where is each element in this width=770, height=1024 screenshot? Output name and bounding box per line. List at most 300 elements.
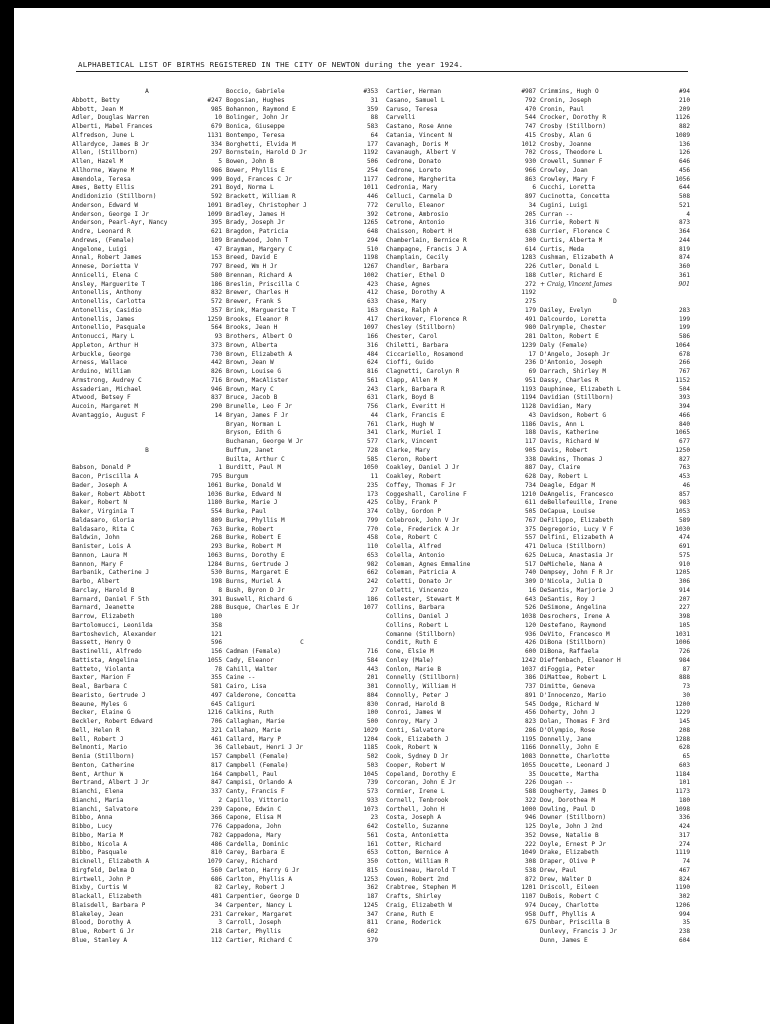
birth-entry xyxy=(540,631,690,640)
entry-name: Cronin, Joseph xyxy=(540,96,592,104)
entry-number: 14 xyxy=(214,411,222,419)
entry-number: 767 xyxy=(678,368,690,375)
birth-entry xyxy=(72,149,222,158)
birth-entry xyxy=(540,779,690,788)
entry-number: 227 xyxy=(678,604,690,612)
entry-name: Bryan, Norman L xyxy=(226,420,282,428)
birth-entry xyxy=(226,272,378,281)
birth-entry xyxy=(540,858,690,867)
birth-entry xyxy=(386,622,536,631)
birth-entry xyxy=(226,841,378,850)
birth-entry xyxy=(386,246,536,255)
entry-number: 604 xyxy=(678,936,690,944)
birth-entry xyxy=(386,158,536,167)
entry-name: Avantaggio, August F xyxy=(72,411,146,419)
entry-name: Abbott, Betty xyxy=(72,96,120,104)
entry-name: Currier, Florence C xyxy=(540,228,610,235)
entry-name: Coletti, Donato Jr xyxy=(386,578,453,585)
entry-number: 936 xyxy=(524,630,536,638)
entry-number: 236 xyxy=(524,359,536,367)
entry-number: 1177 xyxy=(363,175,378,183)
entry-name: Cole, Frederick A Jr xyxy=(386,525,460,533)
birth-entry xyxy=(540,613,690,622)
entry-number: 5 xyxy=(218,158,222,165)
birth-entry xyxy=(72,368,222,377)
birth-entry xyxy=(226,526,378,535)
entry-number: 456 xyxy=(678,166,690,174)
entry-number: 321 xyxy=(210,726,222,734)
birth-entry xyxy=(226,797,378,806)
entry-number: 1083 xyxy=(521,753,536,760)
entry-name: Champlain, Cecily xyxy=(386,254,449,262)
entry-number: 966 xyxy=(524,166,536,174)
entry-name: Cetrone, Antonio xyxy=(386,219,445,227)
entry-number: 763 xyxy=(210,525,222,533)
column-d xyxy=(540,88,690,946)
entry-name: Curran -- xyxy=(540,210,574,218)
entry-name: Darrach, Shirley M xyxy=(540,368,607,375)
birth-entry xyxy=(226,202,378,211)
entry-name: Blakeley, Jean xyxy=(72,910,124,918)
entry-number: 6 xyxy=(532,184,536,192)
birth-entry xyxy=(72,176,222,185)
entry-name: Baker, Robert N xyxy=(72,499,128,507)
entry-number: 857 xyxy=(678,490,690,498)
entry-number: 288 xyxy=(210,604,222,612)
birth-entry xyxy=(226,316,378,325)
entry-number: 226 xyxy=(524,263,536,270)
birth-entry xyxy=(540,639,690,648)
entry-number: 830 xyxy=(366,700,378,708)
entry-name: Amendola, Teresa xyxy=(72,175,131,183)
section-letter-heading: A xyxy=(145,88,149,95)
entry-name: Donnelly, John E xyxy=(540,744,599,752)
entry-name: Banister, Lois A xyxy=(72,543,131,550)
birth-entry xyxy=(386,779,536,788)
birth-entry xyxy=(226,176,378,185)
birth-entry xyxy=(386,841,536,850)
entry-name: Coleman, Agnes Emmaline xyxy=(386,560,471,568)
entry-name: Cedrone, Margherita xyxy=(386,175,456,183)
entry-name: Bohannon, Raymond E xyxy=(226,105,296,113)
entry-number: 1000 xyxy=(521,805,536,813)
entry-name: Ducey, Charlotte xyxy=(540,901,599,909)
birth-entry xyxy=(226,377,378,386)
entry-number: 34 xyxy=(214,901,222,909)
entry-name: Dougherty, James D xyxy=(540,788,607,795)
birth-entry xyxy=(386,141,536,150)
birth-entry xyxy=(540,307,690,316)
entry-number: 506 xyxy=(366,158,378,165)
birth-entry xyxy=(386,281,536,290)
entry-name: Dieffenbach, Eleanor H xyxy=(540,656,621,664)
birth-entry xyxy=(386,272,536,281)
entry-name: Cook, Sydney D Jr xyxy=(386,753,449,760)
entry-name: Arbuckle, George xyxy=(72,350,131,358)
birth-entry xyxy=(540,823,690,832)
entry-number: 373 xyxy=(210,341,222,349)
entry-name: Crosby (Stillborn) xyxy=(540,123,607,130)
birth-entry xyxy=(226,421,378,430)
birth-entry xyxy=(540,718,690,727)
entry-name: Dowling, Paul D xyxy=(540,805,596,813)
entry-name: DuBois, Robert C xyxy=(540,893,599,900)
entry-number: 417 xyxy=(366,315,378,323)
entry-number: 585 xyxy=(366,455,378,463)
entry-name: Campisi, Orlando A xyxy=(226,779,293,787)
birth-entry xyxy=(540,386,690,395)
entry-name: Atwood, Betsey F xyxy=(72,394,131,402)
entry-number: 93 xyxy=(214,333,222,340)
entry-name: Deagle, Edgar M xyxy=(540,481,596,489)
birth-entry xyxy=(226,447,378,456)
birth-entry xyxy=(386,184,536,193)
entry-name: Ciccariello, Rosamond xyxy=(386,350,464,358)
entry-number: 352 xyxy=(524,831,536,839)
entry-number: 888 xyxy=(678,674,690,682)
entry-name: Antonellio, Pasquale xyxy=(72,324,146,332)
entry-name: Cherikover, Florence R xyxy=(386,315,467,323)
birth-entry xyxy=(386,858,536,867)
entry-name: Daly (Female) xyxy=(540,341,588,349)
birth-entry xyxy=(72,578,222,587)
birth-entry xyxy=(226,359,378,368)
birth-entry xyxy=(540,736,690,745)
entry-name: Bartoshevich, Alexander xyxy=(72,630,157,638)
entry-name: Deluca (Stillborn) xyxy=(540,543,607,550)
entry-name: Clark, Boyd B xyxy=(386,394,434,402)
entry-number: 1011 xyxy=(363,184,378,192)
entry-number: 847 xyxy=(210,779,222,787)
entry-name: Blue, Robert G Jr xyxy=(72,928,135,935)
entry-name: Downer (Stillborn) xyxy=(540,814,607,822)
birth-entry xyxy=(72,307,222,316)
entry-number: 337 xyxy=(210,788,222,795)
birth-entry xyxy=(226,666,378,675)
entry-name: DeCapua, Louise xyxy=(540,508,596,515)
birth-entry xyxy=(540,552,690,561)
entry-name: Cucinotta, Concetta xyxy=(540,193,610,200)
blank-line xyxy=(72,421,222,430)
birth-entry xyxy=(386,718,536,727)
entry-name: Baker, Robert Abbott xyxy=(72,490,146,498)
entry-name: Bell, Helen R xyxy=(72,726,120,734)
entry-number: 638 xyxy=(524,228,536,235)
birth-entry xyxy=(386,403,536,412)
birth-entry xyxy=(72,692,222,701)
entry-name: Crane, Ruth E xyxy=(386,910,434,918)
entry-name: Babson, Donald P xyxy=(72,464,131,472)
entry-name: Bell, Robert J xyxy=(72,735,124,743)
entry-number: 628 xyxy=(524,473,536,480)
entry-name: Conroi, James W xyxy=(386,709,442,717)
entry-number: 309 xyxy=(524,578,536,585)
entry-number: 1 xyxy=(218,464,222,472)
entry-name: Chiletti, Barbara xyxy=(386,341,449,349)
entry-number: 338 xyxy=(524,455,536,463)
entry-name: Bornstein, Harold D Jr xyxy=(226,149,307,157)
birth-entry xyxy=(540,919,690,928)
entry-number: 675 xyxy=(524,919,536,927)
birth-entry xyxy=(540,412,690,421)
entry-number: 1065 xyxy=(675,429,690,437)
entry-name: Carroll, Joseph xyxy=(226,919,282,927)
birth-entry xyxy=(226,263,378,272)
entry-number: 797 xyxy=(210,263,222,270)
entry-name: Connelly (Stillborn) xyxy=(386,674,460,682)
entry-name: Alberti, Mabel Frances xyxy=(72,123,153,130)
entry-number: 1186 xyxy=(521,420,536,428)
entry-number: 770 xyxy=(366,525,378,533)
entry-name: Champagne, Francis J A xyxy=(386,245,467,253)
entry-number: 30 xyxy=(682,691,690,699)
entry-number: 1195 xyxy=(521,735,536,743)
entry-name: Barrow, Elizabeth xyxy=(72,613,135,620)
entry-name: Boccio, Gabriele xyxy=(226,88,285,95)
entry-name: Anderson, George I Jr xyxy=(72,210,150,218)
birth-entry xyxy=(386,692,536,701)
entry-number: 933 xyxy=(366,796,378,804)
birth-entry xyxy=(72,683,222,692)
entry-name: Blue, Stanley A xyxy=(72,936,128,944)
entry-number: 1250 xyxy=(675,446,690,454)
entry-number: 827 xyxy=(678,455,690,463)
birth-entry xyxy=(72,272,222,281)
birth-entry xyxy=(226,412,378,421)
entry-number: 1253 xyxy=(363,875,378,883)
birth-entry xyxy=(540,674,690,683)
entry-name: Coakley, Daniel J Jr xyxy=(386,464,460,472)
birth-entry xyxy=(226,333,378,342)
entry-name: deBellefeuille, Irene xyxy=(540,499,618,507)
entry-name: Appleton, Arthur H xyxy=(72,341,139,349)
entry-name: Costello, Suzanne xyxy=(386,823,449,830)
birth-entry xyxy=(226,123,378,132)
birth-entry xyxy=(226,814,378,823)
entry-name: Cetrone, Ambrosio xyxy=(386,210,449,218)
birth-entry xyxy=(540,902,690,911)
birth-entry xyxy=(386,132,536,141)
birth-entry xyxy=(386,902,536,911)
entry-name: Colella, Alfred xyxy=(386,543,442,550)
birth-entry xyxy=(386,114,536,123)
entry-number: 1045 xyxy=(363,770,378,778)
entry-number: 716 xyxy=(210,376,222,384)
birth-entry xyxy=(386,211,536,220)
entry-name: Drew, Walter D xyxy=(540,875,592,883)
birth-entry xyxy=(386,867,536,876)
birth-entry xyxy=(72,351,222,360)
birth-entry xyxy=(540,219,690,228)
birth-entry xyxy=(540,281,690,290)
birth-entry xyxy=(540,429,690,438)
column-c xyxy=(386,88,536,928)
entry-name: Andidonizio (Stillborn) xyxy=(72,193,157,200)
entry-number: 584 xyxy=(366,656,378,664)
entry-name: Crane, Roderick xyxy=(386,919,442,927)
birth-entry xyxy=(386,394,536,403)
entry-number: 238 xyxy=(678,928,690,935)
entry-number: 863 xyxy=(524,175,536,183)
entry-number: 503 xyxy=(366,761,378,769)
birth-entry xyxy=(540,683,690,692)
entry-number: 375 xyxy=(524,525,536,533)
entry-number: 286 xyxy=(524,726,536,734)
birth-entry xyxy=(226,893,378,902)
entry-name: DeVito, Francesco M xyxy=(540,630,610,638)
birth-entry xyxy=(540,701,690,710)
entry-name: DeSantis, Marjorie J xyxy=(540,586,614,594)
birth-entry xyxy=(386,377,536,386)
birth-entry xyxy=(386,447,536,456)
entry-number: 355 xyxy=(210,674,222,682)
entry-number: 1192 xyxy=(363,149,378,157)
entry-number: 677 xyxy=(678,438,690,445)
entry-number: 691 xyxy=(678,543,690,550)
entry-name: Callard, Mary P xyxy=(226,735,282,743)
birth-entry xyxy=(72,97,222,106)
birth-entry xyxy=(540,517,690,526)
entry-number: 4 xyxy=(686,210,690,218)
birth-entry xyxy=(540,814,690,823)
birth-entry xyxy=(386,228,536,237)
entry-name: Bolinger, John Jr xyxy=(226,114,289,122)
birth-entry xyxy=(72,631,222,640)
birth-entry xyxy=(226,228,378,237)
birth-entry xyxy=(226,928,378,937)
entry-name: Bibbo, Pasquale xyxy=(72,849,128,857)
entry-name: Bibbo, Nicola A xyxy=(72,840,128,848)
birth-entry xyxy=(386,596,536,605)
birth-entry xyxy=(226,701,378,710)
entry-number: 425 xyxy=(366,499,378,507)
entry-name: Bryson, Edith G xyxy=(226,429,282,437)
entry-name: Cavanaugh, Albert V xyxy=(386,149,456,157)
birth-entry xyxy=(386,736,536,745)
entry-number: 747 xyxy=(524,123,536,130)
entry-number: 1119 xyxy=(675,849,690,857)
entry-number: 1131 xyxy=(207,131,222,139)
birth-entry xyxy=(226,657,378,666)
birth-entry xyxy=(72,893,222,902)
entry-number: 589 xyxy=(678,516,690,524)
birth-entry xyxy=(386,333,536,342)
birth-entry xyxy=(226,464,378,473)
entry-number: 497 xyxy=(210,691,222,699)
entry-number: 817 xyxy=(210,761,222,769)
birth-entry xyxy=(540,832,690,841)
entry-name: Bent, Arthur W xyxy=(72,770,124,778)
birth-entry xyxy=(386,193,536,202)
birth-entry xyxy=(226,482,378,491)
entry-number: 726 xyxy=(678,648,690,655)
birth-entry xyxy=(226,692,378,701)
birth-entry xyxy=(72,158,222,167)
entry-number: 763 xyxy=(678,464,690,472)
entry-name: Colebrook, John V Jr xyxy=(386,516,460,524)
birth-entry xyxy=(386,884,536,893)
entry-name: Clark, Barbara R xyxy=(386,385,445,393)
entry-name: Dowse, Natalie B xyxy=(540,831,599,839)
entry-number: 625 xyxy=(524,551,536,559)
entry-name: Bowen, John B xyxy=(226,158,274,165)
birth-entry xyxy=(386,149,536,158)
entry-number: 306 xyxy=(678,578,690,585)
entry-number: 153 xyxy=(210,254,222,262)
birth-entry xyxy=(226,456,378,465)
entry-number: 1265 xyxy=(363,219,378,227)
entry-name: Cedrone, Loreto xyxy=(386,166,442,174)
entry-number: 34 xyxy=(528,201,536,209)
entry-number: 43 xyxy=(528,411,536,419)
entry-number: 210 xyxy=(678,96,690,104)
entry-name: Ansley, Marguerite T xyxy=(72,280,146,288)
entry-number: 274 xyxy=(678,840,690,848)
birth-entry xyxy=(386,263,536,272)
entry-number: 611 xyxy=(524,499,536,507)
blank-line xyxy=(72,456,222,465)
entry-name: Desrochers, Irene A xyxy=(540,613,610,620)
entry-number: 583 xyxy=(366,123,378,130)
birth-entry xyxy=(72,552,222,561)
birth-entry xyxy=(72,727,222,736)
entry-number: 208 xyxy=(678,726,690,734)
entry-number: #353 xyxy=(363,88,378,95)
entry-number: 586 xyxy=(678,333,690,340)
birth-entry xyxy=(72,342,222,351)
entry-name: Chase, Agnes xyxy=(386,280,431,288)
entry-name: Buffum, Janet xyxy=(226,446,274,454)
entry-name: Clarke, Mary xyxy=(386,446,431,454)
entry-number: 283 xyxy=(678,306,690,314)
birth-entry xyxy=(386,849,536,858)
entry-name: Brayman, Margery C xyxy=(226,245,293,253)
entry-number: 23 xyxy=(370,814,378,822)
entry-number: 484 xyxy=(366,350,378,358)
entry-number: 392 xyxy=(366,210,378,218)
entry-name: Brown, Elizabeth A xyxy=(226,350,293,358)
entry-number: 564 xyxy=(210,324,222,332)
entry-number: 500 xyxy=(366,718,378,725)
entry-name: Antonucci, Mary L xyxy=(72,333,135,340)
entry-name: Corcoran, John E Jr xyxy=(386,779,456,787)
birth-entry xyxy=(386,123,536,132)
birth-entry xyxy=(72,788,222,797)
birth-entry xyxy=(72,613,222,622)
entry-number: 776 xyxy=(210,823,222,830)
entry-name: Cucchi, Loretta xyxy=(540,184,596,192)
entry-number: 596 xyxy=(210,639,222,647)
entry-number: 740 xyxy=(524,569,536,577)
birth-entry xyxy=(386,237,536,246)
entry-number: #94 xyxy=(678,88,690,95)
entry-name: Campbell, Paul xyxy=(226,770,278,778)
entry-name: Carleton, Harry G Jr xyxy=(226,866,300,874)
entry-name: Duff, Phyllis A xyxy=(540,910,596,918)
entry-number: 686 xyxy=(210,875,222,883)
entry-name: Coletti, Vincenzo xyxy=(386,586,449,594)
birth-entry xyxy=(540,316,690,325)
birth-entry xyxy=(226,788,378,797)
birth-entry xyxy=(226,937,378,946)
entry-name: Drake, Elizabeth xyxy=(540,849,599,857)
birth-entry xyxy=(540,648,690,657)
entry-name: Chase, Dorothy A xyxy=(386,289,445,297)
entry-name: Clark, Vincent xyxy=(386,438,438,445)
entry-name: Burke, Paul xyxy=(226,508,267,515)
entry-name: D'Innocenzo, Mario xyxy=(540,691,607,699)
entry-name: Chaisson, Robert H xyxy=(386,228,453,235)
